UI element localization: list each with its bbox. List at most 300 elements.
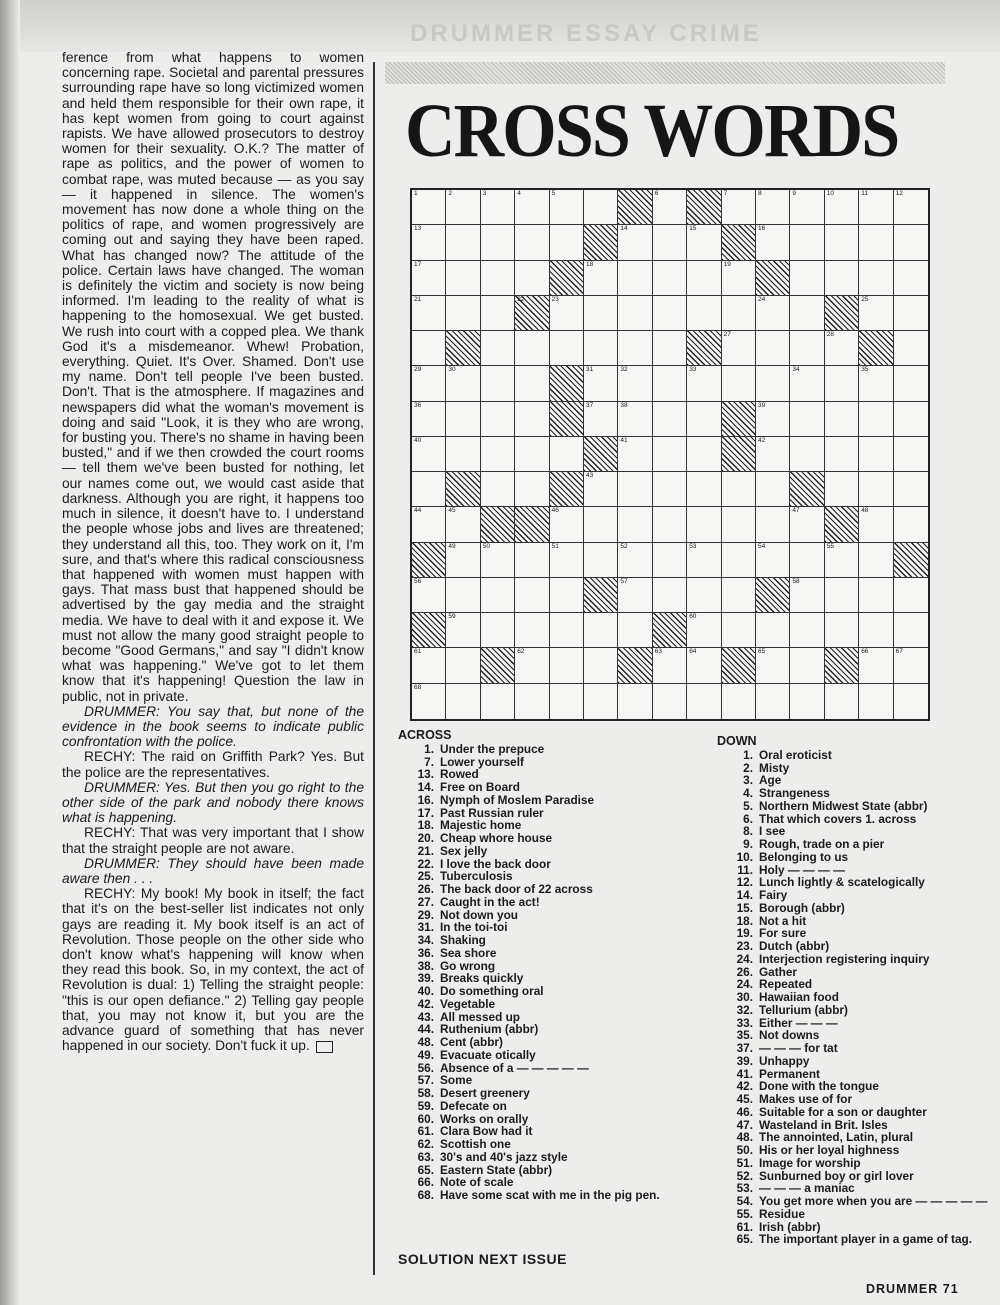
grid-cell[interactable] — [859, 402, 893, 437]
grid-cell[interactable] — [412, 648, 446, 683]
grid-block-cell — [722, 225, 756, 260]
grid-cell[interactable] — [412, 472, 446, 507]
clue-number: 7 — [723, 190, 728, 197]
down-clue: 61. Irish (abbr) — [736, 1219, 821, 1234]
grid-cell[interactable] — [618, 437, 652, 472]
grid-cell[interactable] — [412, 331, 446, 366]
across-clue: 61. Clara Bow had it — [417, 1124, 533, 1139]
grid-cell[interactable] — [756, 613, 790, 648]
grid-cell[interactable] — [894, 402, 928, 437]
grid-cell[interactable] — [618, 225, 652, 260]
grid-cell[interactable] — [446, 578, 480, 613]
grid-cell[interactable] — [618, 296, 652, 331]
grid-cell[interactable] — [756, 684, 790, 719]
clue-number: 41 — [620, 436, 628, 444]
grid-block-cell — [825, 296, 859, 331]
grid-cell[interactable] — [687, 261, 721, 296]
grid-cell[interactable] — [653, 261, 687, 296]
grid-cell[interactable] — [825, 437, 859, 472]
grid-cell[interactable] — [756, 472, 790, 507]
grid-cell[interactable] — [894, 437, 928, 472]
grid-cell[interactable] — [550, 648, 584, 683]
grid-cell[interactable] — [687, 472, 721, 507]
grid-cell[interactable] — [894, 261, 928, 296]
grid-cell[interactable] — [618, 261, 652, 296]
grid-cell[interactable] — [722, 331, 756, 366]
grid-cell[interactable] — [859, 472, 893, 507]
grid-cell[interactable] — [446, 296, 480, 331]
grid-cell[interactable] — [687, 296, 721, 331]
grid-cell[interactable] — [790, 296, 824, 331]
grid-cell[interactable] — [722, 472, 756, 507]
grid-cell[interactable] — [515, 684, 549, 719]
grid-cell[interactable] — [653, 190, 687, 225]
across-clue: 34. Shaking — [417, 933, 486, 947]
grid-block-cell — [550, 261, 584, 296]
grid-cell[interactable] — [756, 543, 790, 578]
grid-block-cell — [584, 437, 618, 472]
clue-number: 55 — [826, 542, 835, 550]
grid-block-cell — [756, 261, 790, 296]
grid-cell[interactable] — [412, 507, 446, 542]
clue-number: 11 — [861, 190, 868, 197]
grid-cell[interactable] — [618, 578, 652, 613]
clue-number: 65 — [758, 648, 766, 656]
down-clue: 2. Misty — [743, 760, 790, 775]
clue-number: 22 — [517, 295, 525, 303]
grid-block-cell — [722, 648, 756, 683]
grid-cell[interactable] — [790, 225, 824, 260]
across-clue: 38. Go wrong — [417, 958, 496, 973]
grid-cell[interactable] — [412, 296, 446, 331]
clue-number: 33 — [689, 366, 697, 374]
grid-cell[interactable] — [550, 578, 584, 613]
grid-cell[interactable] — [515, 402, 549, 437]
grid-cell[interactable] — [790, 507, 824, 542]
grid-cell[interactable] — [722, 190, 756, 225]
grid-cell[interactable] — [825, 543, 859, 578]
grid-cell[interactable] — [894, 190, 928, 225]
grid-cell[interactable] — [859, 225, 893, 260]
grid-cell[interactable] — [825, 225, 859, 260]
grid-cell[interactable] — [481, 472, 515, 507]
grid-block-cell — [481, 507, 515, 542]
grid-block-cell — [481, 648, 515, 683]
across-clue: 57. Some — [417, 1073, 473, 1088]
down-clue: 47. Wasteland in Brit. Isles — [736, 1117, 888, 1132]
grid-cell[interactable] — [756, 190, 790, 225]
grid-cell[interactable] — [618, 402, 652, 437]
grid-cell[interactable] — [584, 613, 618, 648]
clue-number: 13 — [414, 225, 422, 233]
grid-cell[interactable] — [790, 331, 824, 366]
grid-cell[interactable] — [859, 578, 893, 613]
down-clue: 9. Rough, trade on a pier — [743, 837, 885, 851]
down-clue: 39. Unhappy — [736, 1053, 810, 1068]
grid-cell[interactable] — [515, 578, 549, 613]
grid-cell[interactable] — [790, 543, 824, 578]
grid-cell[interactable] — [825, 613, 859, 648]
grid-cell[interactable] — [584, 402, 618, 437]
across-clue: 13. Rowed — [417, 767, 479, 782]
grid-cell[interactable] — [515, 472, 549, 507]
down-clue: 50. His or her loyal highness — [736, 1143, 900, 1157]
down-clue: 26. Gather — [736, 964, 798, 979]
down-heading: DOWN — [717, 734, 757, 748]
clue-number: 54 — [758, 542, 766, 550]
grid-cell[interactable] — [550, 331, 584, 366]
grid-cell[interactable] — [550, 225, 584, 260]
grid-cell[interactable] — [446, 437, 480, 472]
grid-cell[interactable] — [687, 437, 721, 472]
grid-block-cell — [412, 543, 446, 578]
grid-cell[interactable] — [756, 507, 790, 542]
grid-cell[interactable] — [859, 613, 893, 648]
grid-cell[interactable] — [653, 578, 687, 613]
across-clue: 14. Free on Board — [417, 780, 520, 794]
clue-number: 57 — [620, 577, 628, 585]
grid-cell[interactable] — [515, 331, 549, 366]
article-paragraph: DRUMMER: They should have been made aware then . . . — [62, 855, 364, 886]
grid-block-cell — [584, 225, 618, 260]
grid-cell[interactable] — [584, 190, 618, 225]
across-clue: 65. Eastern State (abbr) — [417, 1162, 553, 1177]
clue-number: 36 — [414, 401, 422, 409]
grid-cell[interactable] — [790, 684, 824, 719]
clue-number: 46 — [551, 507, 559, 515]
across-clue: 49. Evacuate otically — [417, 1047, 536, 1062]
clue-number: 58 — [792, 577, 800, 585]
grid-cell[interactable] — [859, 543, 893, 578]
end-mark-icon — [316, 1041, 333, 1053]
grid-block-cell — [550, 472, 584, 507]
grid-block-cell — [550, 402, 584, 437]
grid-cell[interactable] — [756, 437, 790, 472]
clue-number: 9 — [792, 190, 797, 197]
grid-cell[interactable] — [756, 225, 790, 260]
grid-cell[interactable] — [894, 225, 928, 260]
clue-number: 30 — [448, 366, 456, 374]
grid-cell[interactable] — [515, 261, 549, 296]
grid-cell[interactable] — [446, 261, 480, 296]
grid-cell[interactable] — [446, 225, 480, 260]
grid-cell[interactable] — [412, 402, 446, 437]
grid-cell[interactable] — [859, 648, 893, 683]
grid-block-cell — [515, 507, 549, 542]
down-clue: 48. The annointed, Latin, plural — [736, 1130, 914, 1145]
grid-cell[interactable] — [515, 225, 549, 260]
grid-cell[interactable] — [825, 190, 859, 225]
grid-cell[interactable] — [584, 366, 618, 401]
grid-cell[interactable] — [859, 366, 893, 401]
grid-cell[interactable] — [584, 472, 618, 507]
crossword-grid — [410, 188, 930, 721]
grid-cell[interactable] — [584, 261, 618, 296]
grid-cell[interactable] — [481, 331, 515, 366]
grid-cell[interactable] — [687, 366, 721, 401]
grid-cell[interactable] — [412, 437, 446, 472]
grid-cell[interactable] — [653, 543, 687, 578]
grid-cell[interactable] — [722, 261, 756, 296]
grid-cell[interactable] — [481, 684, 515, 719]
clue-number: 17 — [414, 260, 422, 268]
down-clue: 46. Suitable for a son or daughter — [736, 1104, 927, 1119]
grid-cell[interactable] — [790, 578, 824, 613]
clue-number: 6 — [654, 190, 659, 197]
grid-cell[interactable] — [653, 225, 687, 260]
grid-cell[interactable] — [653, 402, 687, 437]
grid-cell[interactable] — [550, 543, 584, 578]
across-clues — [398, 729, 660, 1202]
grid-cell[interactable] — [412, 225, 446, 260]
grid-cell[interactable] — [446, 507, 480, 542]
grid-cell[interactable] — [584, 331, 618, 366]
grid-cell[interactable] — [722, 684, 756, 719]
grid-cell[interactable] — [481, 402, 515, 437]
clue-number: 16 — [758, 225, 766, 233]
grid-cell[interactable] — [550, 684, 584, 719]
down-clue: 19. For sure — [736, 926, 807, 941]
grid-cell[interactable] — [790, 648, 824, 683]
grid-cell[interactable] — [687, 225, 721, 260]
grid-cell[interactable] — [790, 437, 824, 472]
grid-cell[interactable] — [550, 190, 584, 225]
grid-cell[interactable] — [722, 543, 756, 578]
down-clue: 32. Tellurium (abbr) — [736, 1002, 848, 1017]
clue-number: 3 — [482, 190, 487, 197]
grid-cell[interactable] — [825, 472, 859, 507]
clue-number: 1 — [414, 190, 418, 197]
grid-cell[interactable] — [412, 578, 446, 613]
clue-number: 19 — [723, 260, 731, 268]
across-clue: 29. Not down you — [417, 907, 518, 922]
grid-cell[interactable] — [584, 648, 618, 683]
across-clue: 31. In the toi-toi — [417, 920, 508, 935]
clue-number: 2 — [448, 190, 453, 197]
clue-number: 38 — [620, 401, 628, 409]
top-bleed-strip — [20, 0, 1000, 52]
grid-cell[interactable] — [894, 684, 928, 719]
clue-number: 59 — [448, 613, 456, 621]
grid-cell[interactable] — [825, 578, 859, 613]
grid-block-cell — [412, 613, 446, 648]
grid-cell[interactable] — [515, 543, 549, 578]
grid-cell[interactable] — [515, 613, 549, 648]
grid-cell[interactable] — [825, 366, 859, 401]
grid-cell[interactable] — [653, 472, 687, 507]
down-clue: 12. Lunch lightly & scatelogically — [736, 875, 925, 890]
grid-cell[interactable] — [687, 684, 721, 719]
grid-cell[interactable] — [790, 190, 824, 225]
grid-cell[interactable] — [584, 684, 618, 719]
solution-note: SOLUTION NEXT ISSUE — [398, 1251, 567, 1267]
clue-number: 39 — [758, 401, 766, 409]
grid-cell[interactable] — [894, 578, 928, 613]
clue-number: 14 — [620, 225, 628, 233]
down-clue: 45. Makes use of for — [736, 1092, 853, 1106]
grid-cell[interactable] — [446, 402, 480, 437]
grid-cell[interactable] — [756, 331, 790, 366]
article-paragraph: ference from what happens to women concerning rape. Societal and parental pressures surrounding rape have so long victimized women and held them responsible for their own rape, it has kept women from going to court against rapists. We have allowed prosecutors to destroy women for their sexuality. O.K.? The matter of rape as politics, and the power of women to combat rape, was muted because — as you say — it happened in silence. The women's movement has now done a whole thing on the politics of rape, and women progressively are coming out and saying they have been raped. What has changed now? The attitude of the police. Certain laws have changed. The woman is definitely the victim and society is now being informed. I'm leading to the reality of what is happening to the homosexual. We get busted. We rush into court with a copped plea. We thank God it's a misdemeanor. Whew! Probation, everything. Quiet. It's Over. Shamed. Don't use my name. Don't tell people I've been busted. Don't. That is the atmosphere. If magazines and newspapers did what the woman's movement is doing and said "Look, it is they who are wrong, for busting you. There's no shame in having been busted," and if we then crowded the court rooms — tell them we've been busted for nothing, let our names come out, we would cast aside that darkness. Although you are right, it happens too much in silence, it doesn't have to. I understand the people whose jobs and lives are threatened; they understand all this, too. They work on it, I'm sure, and that's where this radical consciousness that happened with women must happen with gays. That mass bust that happened should be advertised by the gay media and the straight media. We have to deal with it and expose it. We must not allow the many good straight people to become "Good Germans," and say "I didn't know what was happening." We've got to let them know that it's happening! Question the law in public, not in private. — [62, 50, 364, 704]
grid-cell[interactable] — [618, 366, 652, 401]
grid-cell[interactable] — [825, 402, 859, 437]
clue-number: 34 — [792, 366, 800, 374]
grid-cell[interactable] — [859, 684, 893, 719]
down-clue: 14. Fairy — [736, 888, 788, 902]
grid-cell[interactable] — [894, 472, 928, 507]
grid-cell[interactable] — [653, 331, 687, 366]
grid-cell[interactable] — [894, 331, 928, 366]
grid-cell[interactable] — [894, 366, 928, 401]
down-clue: 6. That which covers 1. across — [743, 811, 917, 826]
grid-cell[interactable] — [859, 190, 893, 225]
grid-block-cell — [687, 190, 721, 225]
grid-cell[interactable] — [446, 366, 480, 401]
clue-number: 29 — [414, 366, 422, 374]
grid-cell[interactable] — [618, 472, 652, 507]
grid-cell[interactable] — [894, 613, 928, 648]
grid-cell[interactable] — [653, 437, 687, 472]
grid-cell[interactable] — [687, 648, 721, 683]
grid-cell[interactable] — [653, 648, 687, 683]
clue-number: 47 — [792, 507, 800, 515]
grid-cell[interactable] — [618, 543, 652, 578]
grid-cell[interactable] — [550, 437, 584, 472]
grid-cell[interactable] — [481, 225, 515, 260]
across-clue: 36. Sea shore — [417, 945, 497, 960]
grid-cell[interactable] — [584, 543, 618, 578]
grid-cell[interactable] — [481, 543, 515, 578]
grid-cell[interactable] — [618, 331, 652, 366]
grid-block-cell — [446, 472, 480, 507]
grid-cell[interactable] — [481, 296, 515, 331]
article-column — [62, 50, 364, 1053]
across-clue: 42. Vegetable — [417, 996, 496, 1011]
clue-number: 56 — [414, 577, 422, 585]
grid-cell[interactable] — [825, 331, 859, 366]
article-paragraph: RECHY: The raid on Griffith Park? Yes. But the police are the representatives. — [62, 749, 364, 780]
across-heading: ACROSS — [398, 728, 452, 742]
page-title: CROSS WORDS — [405, 89, 899, 173]
grid-cell[interactable] — [584, 296, 618, 331]
clue-number: 18 — [586, 260, 594, 268]
grid-cell[interactable] — [584, 507, 618, 542]
grid-cell[interactable] — [515, 190, 549, 225]
grid-cell[interactable] — [859, 437, 893, 472]
grid-cell[interactable] — [687, 613, 721, 648]
grid-cell[interactable] — [790, 366, 824, 401]
grid-cell[interactable] — [859, 261, 893, 296]
grid-cell[interactable] — [481, 261, 515, 296]
clue-number: 51 — [551, 542, 559, 550]
across-clue: 60. Works on orally — [417, 1111, 529, 1126]
grid-cell[interactable] — [412, 366, 446, 401]
clue-number: 4 — [517, 190, 521, 197]
grid-cell[interactable] — [653, 684, 687, 719]
grid-cell[interactable] — [790, 402, 824, 437]
grid-cell[interactable] — [550, 296, 584, 331]
grid-cell[interactable] — [550, 613, 584, 648]
grid-cell[interactable] — [618, 613, 652, 648]
grid-cell[interactable] — [515, 437, 549, 472]
grid-cell[interactable] — [446, 684, 480, 719]
grid-cell[interactable] — [481, 190, 515, 225]
grid-cell[interactable] — [550, 507, 584, 542]
grid-cell[interactable] — [687, 578, 721, 613]
down-clues — [717, 735, 988, 1246]
across-clue: 21. Sex jelly — [417, 843, 488, 858]
grid-block-cell — [722, 437, 756, 472]
grid-cell[interactable] — [412, 190, 446, 225]
grid-cell[interactable] — [687, 507, 721, 542]
grid-cell[interactable] — [722, 366, 756, 401]
grid-cell[interactable] — [859, 296, 893, 331]
grid-cell[interactable] — [515, 366, 549, 401]
grid-cell[interactable] — [825, 684, 859, 719]
grid-cell[interactable] — [653, 296, 687, 331]
grid-cell[interactable] — [894, 507, 928, 542]
grid-cell[interactable] — [790, 261, 824, 296]
grid-cell[interactable] — [446, 613, 480, 648]
grid-cell[interactable] — [653, 507, 687, 542]
grid-cell[interactable] — [722, 613, 756, 648]
across-clue: 20. Cheap whore house — [417, 831, 553, 845]
grid-cell[interactable] — [722, 507, 756, 542]
grid-cell[interactable] — [756, 296, 790, 331]
grid-cell[interactable] — [687, 543, 721, 578]
clue-number: 5 — [551, 190, 556, 197]
across-clue: 62. Scottish one — [417, 1137, 511, 1151]
grid-cell[interactable] — [894, 296, 928, 331]
grid-cell[interactable] — [653, 366, 687, 401]
down-clue: 35. Not downs — [736, 1028, 820, 1043]
across-clue: 43. All messed up — [417, 1009, 520, 1024]
grid-cell[interactable] — [481, 366, 515, 401]
grid-cell[interactable] — [722, 578, 756, 613]
grid-cell[interactable] — [446, 648, 480, 683]
grid-cell[interactable] — [756, 366, 790, 401]
grid-cell[interactable] — [756, 648, 790, 683]
grid-cell[interactable] — [825, 261, 859, 296]
grid-cell[interactable] — [412, 684, 446, 719]
grid-cell[interactable] — [412, 261, 446, 296]
down-clue: 10. Belonging to us — [736, 849, 849, 864]
grid-cell[interactable] — [446, 190, 480, 225]
grid-cell[interactable] — [446, 543, 480, 578]
grid-cell[interactable] — [790, 613, 824, 648]
grid-cell[interactable] — [894, 648, 928, 683]
grid-block-cell — [722, 402, 756, 437]
grid-cell[interactable] — [481, 613, 515, 648]
grid-block-cell — [550, 366, 584, 401]
grid-cell[interactable] — [618, 684, 652, 719]
grid-cell[interactable] — [687, 402, 721, 437]
article-paragraph: DRUMMER: You say that, but none of the evidence in the book seems to indicate public confrontation with the police. — [62, 703, 364, 750]
grid-cell[interactable] — [515, 648, 549, 683]
grid-cell[interactable] — [481, 437, 515, 472]
grid-cell[interactable] — [722, 296, 756, 331]
down-clue: 42. Done with the tongue — [736, 1079, 879, 1094]
grid-cell[interactable] — [618, 507, 652, 542]
down-clue: 65. The important player in a game of tag. — [736, 1232, 973, 1247]
clue-number: 21 — [414, 295, 422, 303]
grid-cell[interactable] — [756, 402, 790, 437]
clue-number: 27 — [723, 331, 731, 339]
article-paragraph: DRUMMER: Yes. But then you go right to the other side of the park and nobody there knows what is happening. — [62, 779, 364, 826]
grid-cell[interactable] — [481, 578, 515, 613]
grid-cell[interactable] — [859, 507, 893, 542]
grid-block-cell — [618, 648, 652, 683]
